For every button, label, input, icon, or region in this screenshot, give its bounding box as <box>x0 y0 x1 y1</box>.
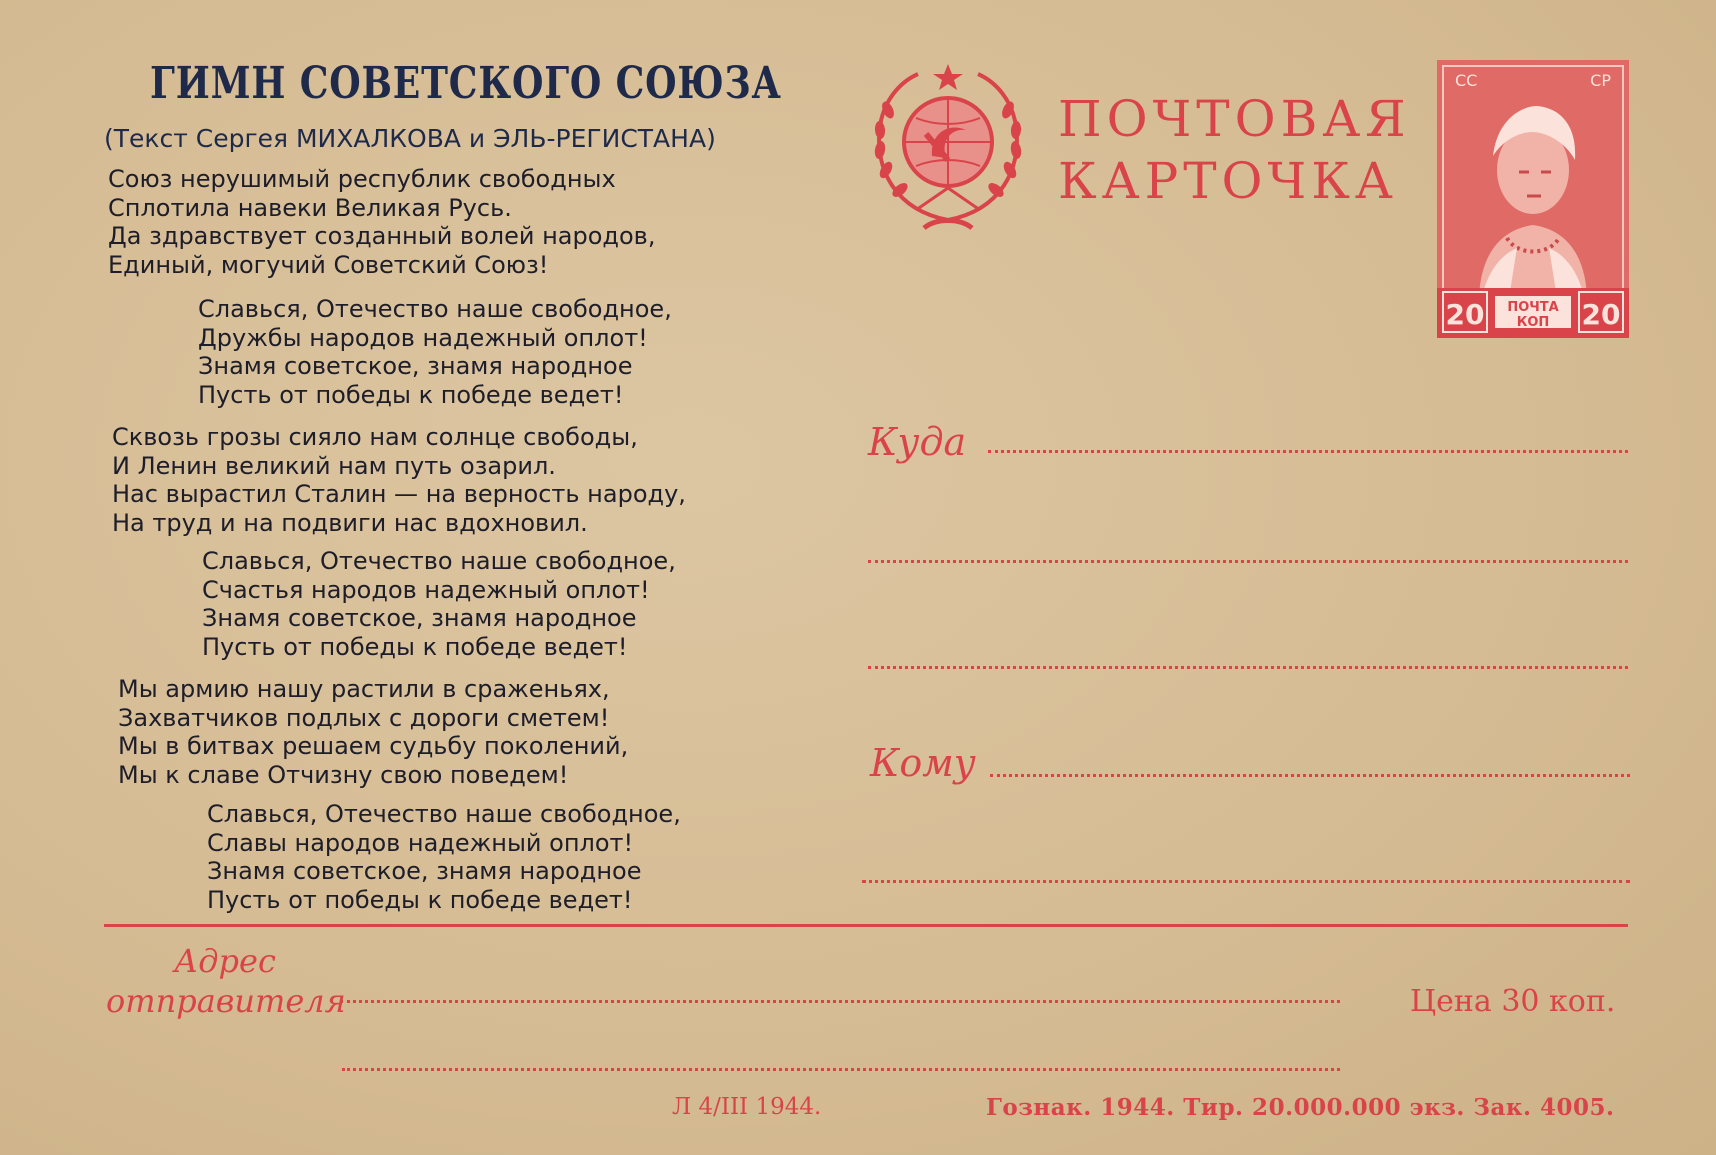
stanza-3 <box>112 423 686 537</box>
stamp-corner-right: СР <box>1590 71 1611 90</box>
stanza-line: Славься, Отечество наше свободное, <box>207 800 681 828</box>
stanza-line: И Ленин великий нам путь озарил. <box>112 451 556 480</box>
stanza-line: Нас вырастил Сталин — на верность народу, <box>112 480 686 508</box>
anthem-title: ГИМН СОВЕТСКОГО СОЮЗА <box>150 58 782 109</box>
stamp-label-bottom: КОП <box>1516 315 1550 330</box>
price-text: Цена 30 коп. <box>1410 984 1616 1019</box>
stanza-line: Мы к славе Отчизну свою поведем! <box>118 760 569 789</box>
stamp-value-right: 20 <box>1581 298 1621 331</box>
sender-label-line2: отправителя <box>106 982 346 1020</box>
stanza-line: Славы народов надежный оплот! <box>207 828 634 857</box>
postcard-title <box>1058 88 1418 212</box>
stamp-value-left: 20 <box>1445 298 1485 331</box>
stanza-5 <box>118 675 628 789</box>
stanza-line: Знамя советское, знамя народное <box>198 352 633 380</box>
footer-right-text: Гознак. 1944. Тир. 20.000.000 экз. Зак. 4005. <box>986 1094 1615 1121</box>
stanza-line: Пусть от победы к победе ведет! <box>198 380 624 409</box>
stanza-1 <box>108 165 655 279</box>
postcard-title-line: КАРТОЧКА <box>1058 152 1398 210</box>
stanza-line: Пусть от победы к победе ведет! <box>207 885 633 914</box>
stanza-line: Счастья народов надежный оплот! <box>202 575 650 604</box>
stanza-line: Знамя советское, знамя народное <box>202 604 637 632</box>
to-line-2[interactable] <box>868 560 1628 563</box>
stanza-line: Мы армию нашу растили в сраженьях, <box>118 675 610 703</box>
to-line-1[interactable] <box>988 450 1628 453</box>
anthem-subtitle: (Текст Сергея МИХАЛКОВА и ЭЛЬ-РЕГИСТАНА) <box>104 124 716 153</box>
stanza-6 <box>207 800 681 914</box>
to-label: Куда <box>868 420 967 464</box>
stamp-corner-left: СС <box>1455 71 1478 90</box>
stanza-line: Знамя советское, знамя народное <box>207 857 642 885</box>
stanza-line: Сквозь грозы сияло нам солнце свободы, <box>112 423 638 451</box>
stanza-line: Союз нерушимый республик свободных <box>108 165 616 193</box>
stanza-2 <box>198 295 672 409</box>
stanza-line: Захватчиков подлых с дороги сметем! <box>118 703 610 732</box>
stanza-line: Славься, Отечество наше свободное, <box>198 295 672 323</box>
whom-line-2[interactable] <box>862 880 1630 883</box>
stanza-line: На труд и на подвиги нас вдохновил. <box>112 508 588 537</box>
stanza-line: Пусть от победы к победе ведет! <box>202 632 628 661</box>
sender-label-line1: Адрес <box>174 942 276 980</box>
stanza-line: Единый, могучий Советский Союз! <box>108 250 549 279</box>
stanza-4 <box>202 547 676 661</box>
stanza-line: Сплотила навеки Великая Русь. <box>108 193 512 222</box>
postcard-title-line: ПОЧТОВАЯ <box>1058 90 1411 148</box>
to-line-3[interactable] <box>868 666 1628 669</box>
postage-stamp <box>1437 60 1629 338</box>
stanza-line: Дружбы народов надежный оплот! <box>198 323 648 352</box>
sender-line-2[interactable] <box>342 1068 1340 1071</box>
stamp-label-top: ПОЧТА <box>1507 300 1559 315</box>
divider-line <box>104 924 1628 927</box>
stanza-line: Мы в битвах решаем судьбу поколений, <box>118 732 629 760</box>
stanza-line: Да здравствует созданный волей народов, <box>108 222 656 250</box>
stanza-line: Славься, Отечество наше свободное, <box>202 547 676 575</box>
whom-label: Кому <box>870 741 976 785</box>
whom-line-1[interactable] <box>990 774 1630 777</box>
ussr-emblem-icon <box>866 60 1030 236</box>
sender-line-1[interactable] <box>340 1000 1340 1003</box>
footer-left-text: Л 4/III 1944. <box>672 1094 822 1120</box>
